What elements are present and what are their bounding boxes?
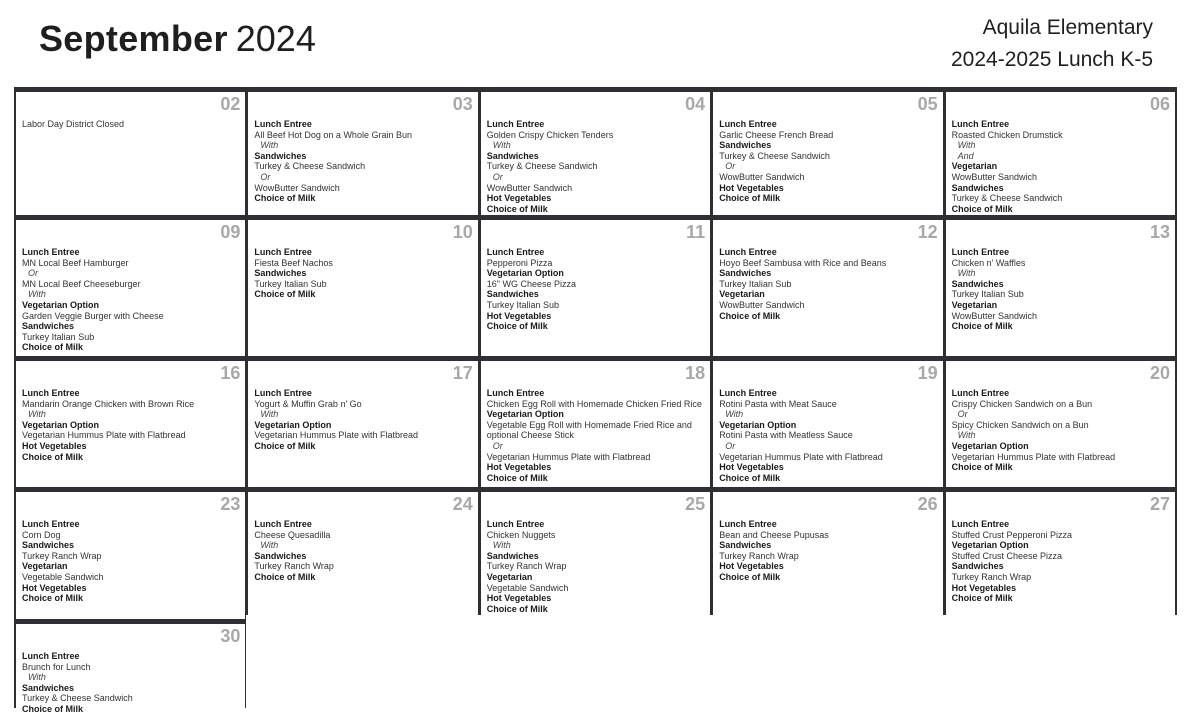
menu-category: Vegetarian — [22, 561, 68, 572]
menu-item: Garlic Cheese French Bread — [719, 129, 834, 140]
menu-connector: Or — [725, 161, 736, 172]
menu-item: Rotini Pasta with Meatless Sauce — [719, 430, 853, 441]
menu-items — [254, 388, 471, 452]
menu-category: Lunch Entree — [719, 388, 777, 398]
menu-items — [487, 388, 704, 483]
menu-category: Vegetarian Option — [22, 299, 100, 310]
menu-item: WowButter Sandwich — [254, 182, 340, 193]
menu-items — [22, 388, 239, 462]
day-cell — [713, 361, 942, 487]
day-cell — [248, 492, 477, 619]
day-number: 09 — [220, 222, 241, 242]
menu-connector: Or — [492, 440, 503, 451]
menu-category: Sandwiches — [254, 150, 307, 161]
menu-item: Chicken Nuggets — [486, 529, 556, 540]
menu-item: Hoyo Beef Sambusa with Rice and Beans — [719, 257, 887, 268]
menu-item: Turkey Ranch Wrap — [951, 571, 1032, 582]
menu-category: Choice of Milk — [22, 593, 84, 604]
day-cell — [946, 361, 1175, 487]
menu-item: All Beef Hot Dog on a Whole Grain Bun — [254, 129, 412, 140]
menu-item: Turkey Italian Sub — [951, 289, 1024, 300]
day-cell — [16, 624, 245, 717]
menu-item: Vegetarian Hummus Plate with Flatbread — [951, 451, 1116, 462]
menu-category: Choice of Milk — [951, 203, 1013, 214]
menu-category: Hot Vegetables — [486, 310, 552, 321]
day-cell — [713, 92, 942, 215]
menu-item: Spicy Chicken Sandwich on a Bun — [951, 419, 1089, 430]
menu-items — [719, 519, 936, 583]
menu-category: Vegetarian — [951, 161, 998, 172]
menu-items — [487, 519, 704, 614]
day-cell — [946, 92, 1175, 215]
menu-category: Vegetarian — [951, 299, 998, 310]
day-number: 20 — [1149, 363, 1170, 383]
day-number: 30 — [220, 626, 241, 646]
menu-items — [952, 519, 1169, 604]
menu-category: Vegetarian — [719, 289, 765, 300]
menu-item: MN Local Beef Cheeseburger — [22, 278, 141, 289]
menu-category: Lunch Entree — [486, 519, 545, 529]
menu-title: 2024-2025 Lunch K-5 — [951, 48, 1153, 71]
menu-category: Lunch Entree — [254, 519, 312, 529]
menu-category: Choice of Milk — [254, 289, 316, 300]
menu-item: Turkey Italian Sub — [719, 278, 792, 289]
menu-category: Choice of Milk — [719, 472, 781, 483]
menu-category: Lunch Entree — [22, 247, 80, 257]
menu-items — [254, 519, 471, 583]
day-number: 25 — [685, 494, 706, 514]
menu-connector: Or — [492, 171, 503, 182]
menu-item: WowButter Sandwich — [951, 171, 1037, 182]
menu-items — [952, 388, 1169, 473]
day-number: 12 — [917, 222, 938, 242]
menu-category: Choice of Milk — [951, 462, 1013, 473]
menu-category: Vegetarian Option — [951, 540, 1029, 551]
menu-items — [487, 119, 704, 214]
day-cell — [16, 492, 245, 619]
menu-item: Mandarin Orange Chicken with Brown Rice — [22, 398, 195, 409]
menu-category: Sandwiches — [719, 540, 772, 551]
day-cell — [248, 361, 477, 487]
school-name: Aquila Elementary — [982, 16, 1153, 39]
menu-connector: Or — [260, 171, 271, 182]
menu-category: Lunch Entree — [951, 388, 1010, 398]
menu-category: Hot Vegetables — [719, 561, 784, 572]
menu-category: Lunch Entree — [254, 247, 312, 257]
menu-category: Lunch Entree — [951, 519, 1010, 529]
menu-category: Lunch Entree — [719, 247, 777, 257]
day-number: 27 — [1149, 494, 1170, 514]
day-cell — [248, 220, 477, 356]
menu-category: Choice of Milk — [254, 193, 316, 204]
day-number: 06 — [1149, 94, 1170, 114]
menu-category: Choice of Milk — [951, 593, 1013, 604]
menu-connector: With — [957, 268, 976, 279]
day-number: 10 — [452, 222, 473, 242]
day-cell — [16, 361, 245, 487]
menu-item: Garden Veggie Burger with Cheese — [22, 310, 164, 321]
menu-items — [254, 247, 471, 300]
menu-category: Choice of Milk — [486, 603, 548, 614]
menu-item: Turkey & Cheese Sandwich — [719, 150, 830, 161]
menu-category: Choice of Milk — [719, 571, 781, 582]
menu-category: Choice of Milk — [719, 310, 781, 321]
menu-item: WowButter Sandwich — [719, 171, 805, 182]
menu-connector: Or — [725, 440, 736, 451]
menu-category: Vegetarian Option — [486, 409, 564, 420]
menu-item: Corn Dog — [22, 529, 61, 540]
menu-items — [952, 119, 1169, 214]
menu-items — [22, 519, 239, 604]
menu-category: Choice of Milk — [254, 571, 316, 582]
menu-category: Sandwiches — [22, 682, 75, 693]
menu-item: Turkey & Cheese Sandwich — [22, 693, 133, 704]
menu-connector: With — [260, 140, 279, 151]
menu-connector: Or — [28, 268, 38, 279]
menu-item: Vegetable Sandwich — [486, 582, 569, 593]
menu-category: Lunch Entree — [22, 519, 80, 529]
day-cell — [946, 220, 1175, 356]
menu-category: Lunch Entree — [254, 119, 312, 129]
menu-item: Turkey Ranch Wrap — [254, 561, 334, 572]
menu-item: Labor Day District Closed — [22, 119, 125, 129]
calendar-title — [39, 16, 316, 62]
menu-item: WowButter Sandwich — [951, 310, 1037, 321]
menu-connector: And — [957, 150, 974, 161]
menu-items — [254, 119, 471, 204]
menu-category: Lunch Entree — [486, 388, 545, 398]
menu-item: Yogurt & Muffin Grab n' Go — [254, 398, 362, 409]
school-info — [951, 14, 1153, 74]
menu-category: Sandwiches — [22, 540, 75, 551]
menu-category: Sandwiches — [22, 321, 75, 332]
menu-category: Choice of Milk — [254, 440, 316, 451]
menu-category: Lunch Entree — [951, 119, 1010, 129]
menu-category: Vegetarian Option — [951, 440, 1029, 451]
menu-category: Sandwiches — [254, 550, 307, 561]
menu-item: MN Local Beef Hamburger — [22, 257, 129, 268]
menu-item: Roasted Chicken Drumstick — [951, 129, 1063, 140]
menu-category: Sandwiches — [951, 561, 1004, 572]
menu-connector: With — [492, 540, 511, 551]
menu-item: Golden Crispy Chicken Tenders — [486, 129, 614, 140]
menu-item: Turkey Ranch Wrap — [22, 550, 102, 561]
menu-category: Vegetarian Option — [486, 268, 564, 279]
menu-item: Chicken n' Waffles — [951, 257, 1026, 268]
menu-item: Pepperoni Pizza — [486, 257, 553, 268]
day-number: 23 — [220, 494, 241, 514]
menu-item: Rotini Pasta with Meat Sauce — [719, 398, 837, 409]
menu-category: Lunch Entree — [486, 119, 545, 129]
day-cell — [16, 92, 245, 215]
day-cell — [16, 220, 245, 356]
menu-item: Turkey Italian Sub — [254, 278, 327, 289]
menu-item: Bean and Cheese Pupusas — [719, 529, 829, 540]
day-cell — [946, 492, 1175, 619]
menu-item: Vegetarian Hummus Plate with Flatbread — [22, 430, 186, 441]
menu-category: Lunch Entree — [486, 247, 545, 257]
menu-category: Hot Vegetables — [486, 462, 552, 473]
menu-category: Sandwiches — [254, 268, 307, 279]
menu-item: Turkey Italian Sub — [22, 331, 95, 342]
menu-connector: With — [957, 140, 976, 151]
menu-item: Cheese Quesadilla — [254, 529, 331, 540]
day-number: 16 — [220, 363, 241, 383]
year-label: 2024 — [235, 18, 316, 59]
menu-item: 16" WG Cheese Pizza — [486, 278, 577, 289]
menu-item: WowButter Sandwich — [486, 182, 573, 193]
menu-connector: With — [957, 430, 976, 441]
menu-connector: With — [725, 409, 744, 420]
day-number: 11 — [686, 222, 706, 242]
menu-category: Vegetarian — [486, 571, 533, 582]
day-number: 26 — [917, 494, 938, 514]
day-number: 24 — [452, 494, 473, 514]
menu-category: Choice of Milk — [22, 451, 84, 462]
menu-category: Choice of Milk — [951, 321, 1013, 332]
day-cell — [481, 92, 710, 215]
menu-item: Turkey Ranch Wrap — [719, 550, 799, 561]
menu-category: Hot Vegetables — [486, 193, 552, 204]
menu-item: Turkey & Cheese Sandwich — [951, 193, 1063, 204]
day-number: 17 — [452, 363, 473, 383]
menu-category: Lunch Entree — [719, 119, 777, 129]
menu-item: Turkey & Cheese Sandwich — [254, 161, 366, 172]
day-cell — [248, 92, 477, 215]
menu-item: Vegetable Sandwich — [22, 571, 104, 582]
menu-category: Lunch Entree — [951, 247, 1010, 257]
menu-item: Turkey & Cheese Sandwich — [486, 161, 598, 172]
menu-connector: With — [260, 540, 279, 551]
menu-item: Vegetarian Hummus Plate with Flatbread — [254, 430, 418, 441]
day-cell — [481, 361, 710, 487]
day-number: 05 — [917, 94, 938, 114]
day-number: 02 — [220, 94, 241, 114]
day-number: 19 — [917, 363, 938, 383]
menu-category: Choice of Milk — [22, 703, 84, 714]
day-cell — [481, 220, 710, 356]
menu-items — [22, 247, 239, 353]
menu-category: Sandwiches — [719, 268, 772, 279]
menu-item: WowButter Sandwich — [719, 299, 805, 310]
menu-category: Vegetarian Option — [254, 419, 332, 430]
menu-connector: Or — [957, 409, 968, 420]
menu-item: Vegetable Egg Roll with Homemade Fried Rice and optional Cheese Stick — [486, 419, 692, 441]
menu-connector: With — [492, 140, 511, 151]
menu-items — [22, 119, 239, 130]
menu-connector: With — [28, 409, 46, 420]
menu-category: Choice of Milk — [486, 203, 548, 214]
menu-category: Hot Vegetables — [719, 462, 784, 473]
menu-items — [719, 247, 936, 321]
day-cell — [713, 492, 942, 619]
menu-item: Vegetarian Hummus Plate with Flatbread — [486, 451, 651, 462]
menu-category: Sandwiches — [719, 140, 772, 151]
menu-category: Hot Vegetables — [22, 582, 87, 593]
day-number: 13 — [1149, 222, 1170, 242]
menu-category: Sandwiches — [486, 550, 539, 561]
menu-items — [22, 651, 239, 715]
menu-item: Chicken Egg Roll with Homemade Chicken Fried Rice — [486, 398, 702, 409]
menu-category: Choice of Milk — [486, 472, 548, 483]
menu-category: Lunch Entree — [719, 519, 777, 529]
menu-item: Vegetarian Hummus Plate with Flatbread — [719, 451, 883, 462]
menu-category: Vegetarian Option — [22, 419, 100, 430]
menu-category: Lunch Entree — [22, 651, 80, 661]
menu-connector: With — [28, 289, 46, 300]
menu-items — [719, 388, 936, 483]
day-number: 03 — [452, 94, 473, 114]
menu-category: Lunch Entree — [254, 388, 312, 398]
menu-category: Choice of Milk — [486, 321, 548, 332]
menu-item: Stuffed Crust Cheese Pizza — [951, 550, 1062, 561]
menu-category: Lunch Entree — [22, 388, 80, 398]
menu-category: Sandwiches — [486, 289, 539, 300]
menu-category: Hot Vegetables — [22, 440, 87, 451]
menu-category: Choice of Milk — [22, 342, 84, 353]
menu-item: Stuffed Crust Pepperoni Pizza — [951, 529, 1072, 540]
day-number: 04 — [685, 94, 706, 114]
menu-item: Turkey Italian Sub — [486, 299, 559, 310]
menu-category: Hot Vegetables — [486, 593, 552, 604]
menu-category: Sandwiches — [951, 182, 1004, 193]
menu-item: Brunch for Lunch — [22, 661, 91, 672]
menu-category: Vegetarian Option — [719, 419, 797, 430]
menu-connector: With — [28, 672, 46, 683]
menu-item: Fiesta Beef Nachos — [254, 257, 333, 268]
day-cell — [481, 492, 710, 619]
blank-area — [246, 615, 1177, 708]
menu-category: Choice of Milk — [719, 193, 781, 204]
menu-item: Crispy Chicken Sandwich on a Bun — [951, 398, 1093, 409]
day-cell — [713, 220, 942, 356]
menu-category: Hot Vegetables — [719, 182, 784, 193]
menu-category: Hot Vegetables — [951, 582, 1017, 593]
menu-item: Turkey Ranch Wrap — [486, 561, 567, 572]
menu-category: Sandwiches — [486, 150, 539, 161]
menu-connector: With — [260, 409, 279, 420]
menu-items — [952, 247, 1169, 332]
menu-category: Sandwiches — [951, 278, 1004, 289]
menu-items — [487, 247, 704, 332]
menu-items — [719, 119, 936, 204]
day-number: 18 — [685, 363, 706, 383]
month-label: September — [39, 18, 228, 59]
